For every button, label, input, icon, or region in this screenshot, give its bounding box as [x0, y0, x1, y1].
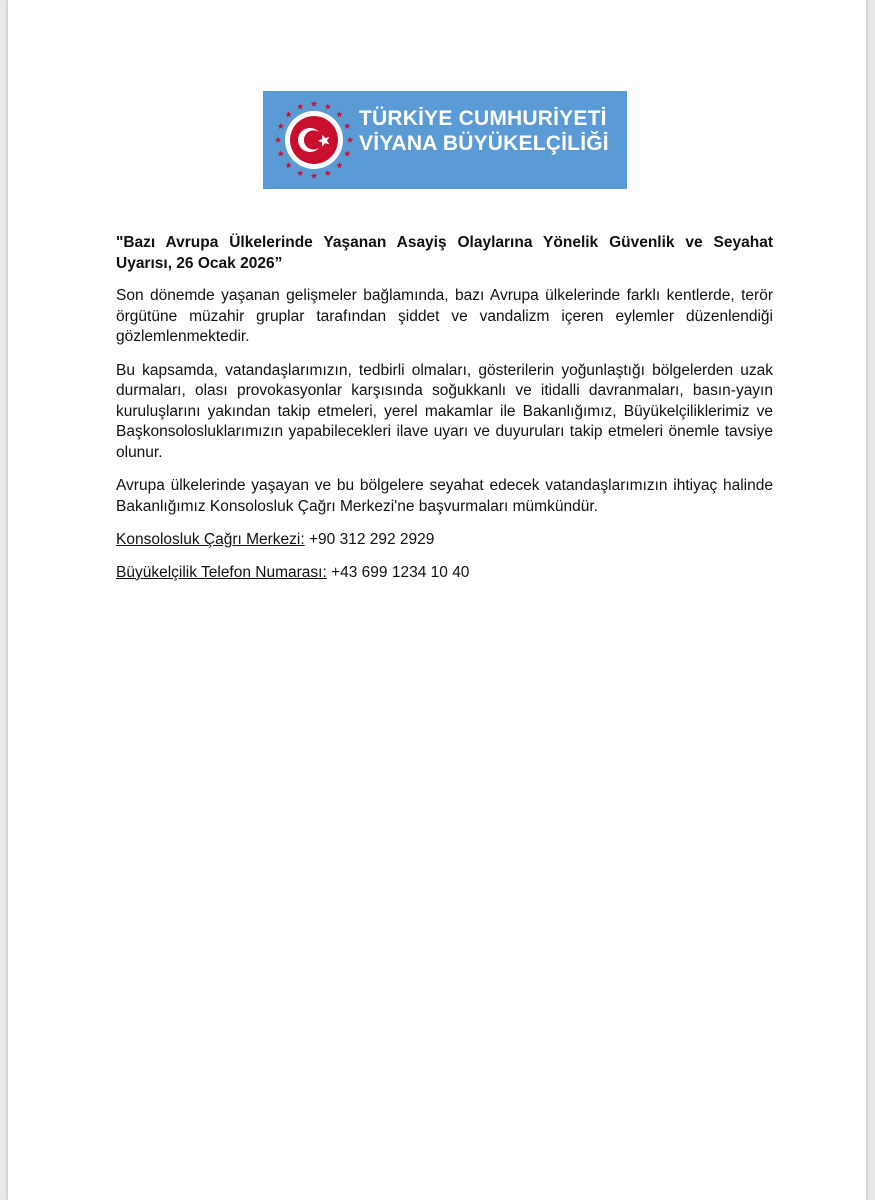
seal-star-icon: [285, 111, 291, 117]
seal-star-icon: [278, 150, 284, 156]
seal-star-icon: [336, 111, 342, 117]
presidential-seal-icon: [274, 93, 354, 187]
seal-star-icon: [275, 137, 281, 143]
seal-star-icon: [344, 150, 350, 156]
paragraph: Avrupa ülkelerinde yaşayan ve bu bölgelere seyahat edecek vatandaşlarımızın ihtiyaç halinde Bakanlığımız Konsolosluk Çağrı Merkezi'ne başvurmaları mümkündür.: [116, 477, 773, 515]
seal-star-icon: [278, 123, 284, 129]
logo-line-embassy: VİYANA BÜYÜKELÇİLİĞİ: [359, 132, 609, 155]
seal-star-icon: [347, 137, 353, 143]
seal-star-icon: [336, 162, 342, 168]
contact-line-embassy-phone: [116, 563, 773, 584]
seal-star-icon: [297, 103, 303, 109]
document-title: "Bazı Avrupa Ülkelerinde Yaşanan Asayiş Olaylarına Yönelik Güvenlik ve Seyahat Uyarısı, 26 Ocak 2026”: [116, 234, 773, 272]
document-page: [8, 0, 866, 1200]
seal-star-icon: [325, 170, 331, 176]
contact-label: Konsolosluk Çağrı Merkezi:: [116, 531, 305, 548]
embassy-logo-banner: [263, 91, 627, 189]
seal-star-icon: [325, 103, 331, 109]
seal-star-icon: [311, 173, 317, 179]
paragraph: Bu kapsamda, vatandaşlarımızın, tedbirli olmaları, gösterilerin yoğunlaştığı bölgelerden uzak durmaları, olası provokasyonlar karşısında soğukkanlı ve itidalli davranmaları, basın-yayın kuruluşlarını yakından takip etmeleri, yerel makamlar ile Bakanlığımız, Büyükelçiliklerimiz ve Başkonsolosluklarımızın yapabilecekleri ilave uyarı ve duyuruları takip etmeleri önemle tavsiye olunur.: [116, 361, 773, 461]
contact-value: +90 312 292 2929: [304, 531, 435, 548]
seal-star-icon: [285, 162, 291, 168]
embassy-logo-text: [359, 108, 609, 154]
seal-star-icon: [297, 170, 303, 176]
contact-line-call-center: [116, 530, 773, 551]
logo-line-country: TÜRKİYE CUMHURİYETİ: [359, 107, 607, 130]
seal-star-icon: [344, 123, 350, 129]
document-body: [116, 233, 773, 595]
contact-value: +43 699 1234 10 40: [326, 563, 470, 581]
contact-label: Büyükelçilik Telefon Numarası:: [116, 563, 327, 581]
paragraph: Son dönemde yaşanan gelişmeler bağlamında, bazı Avrupa ülkelerinde farklı kentlerde, terör örgütüne müzahir gruplar tarafından şiddet ve vandalizm içeren eylemler düzenlendiği gözlemlenmektedir.: [116, 287, 773, 345]
seal-star-icon: [311, 101, 317, 107]
